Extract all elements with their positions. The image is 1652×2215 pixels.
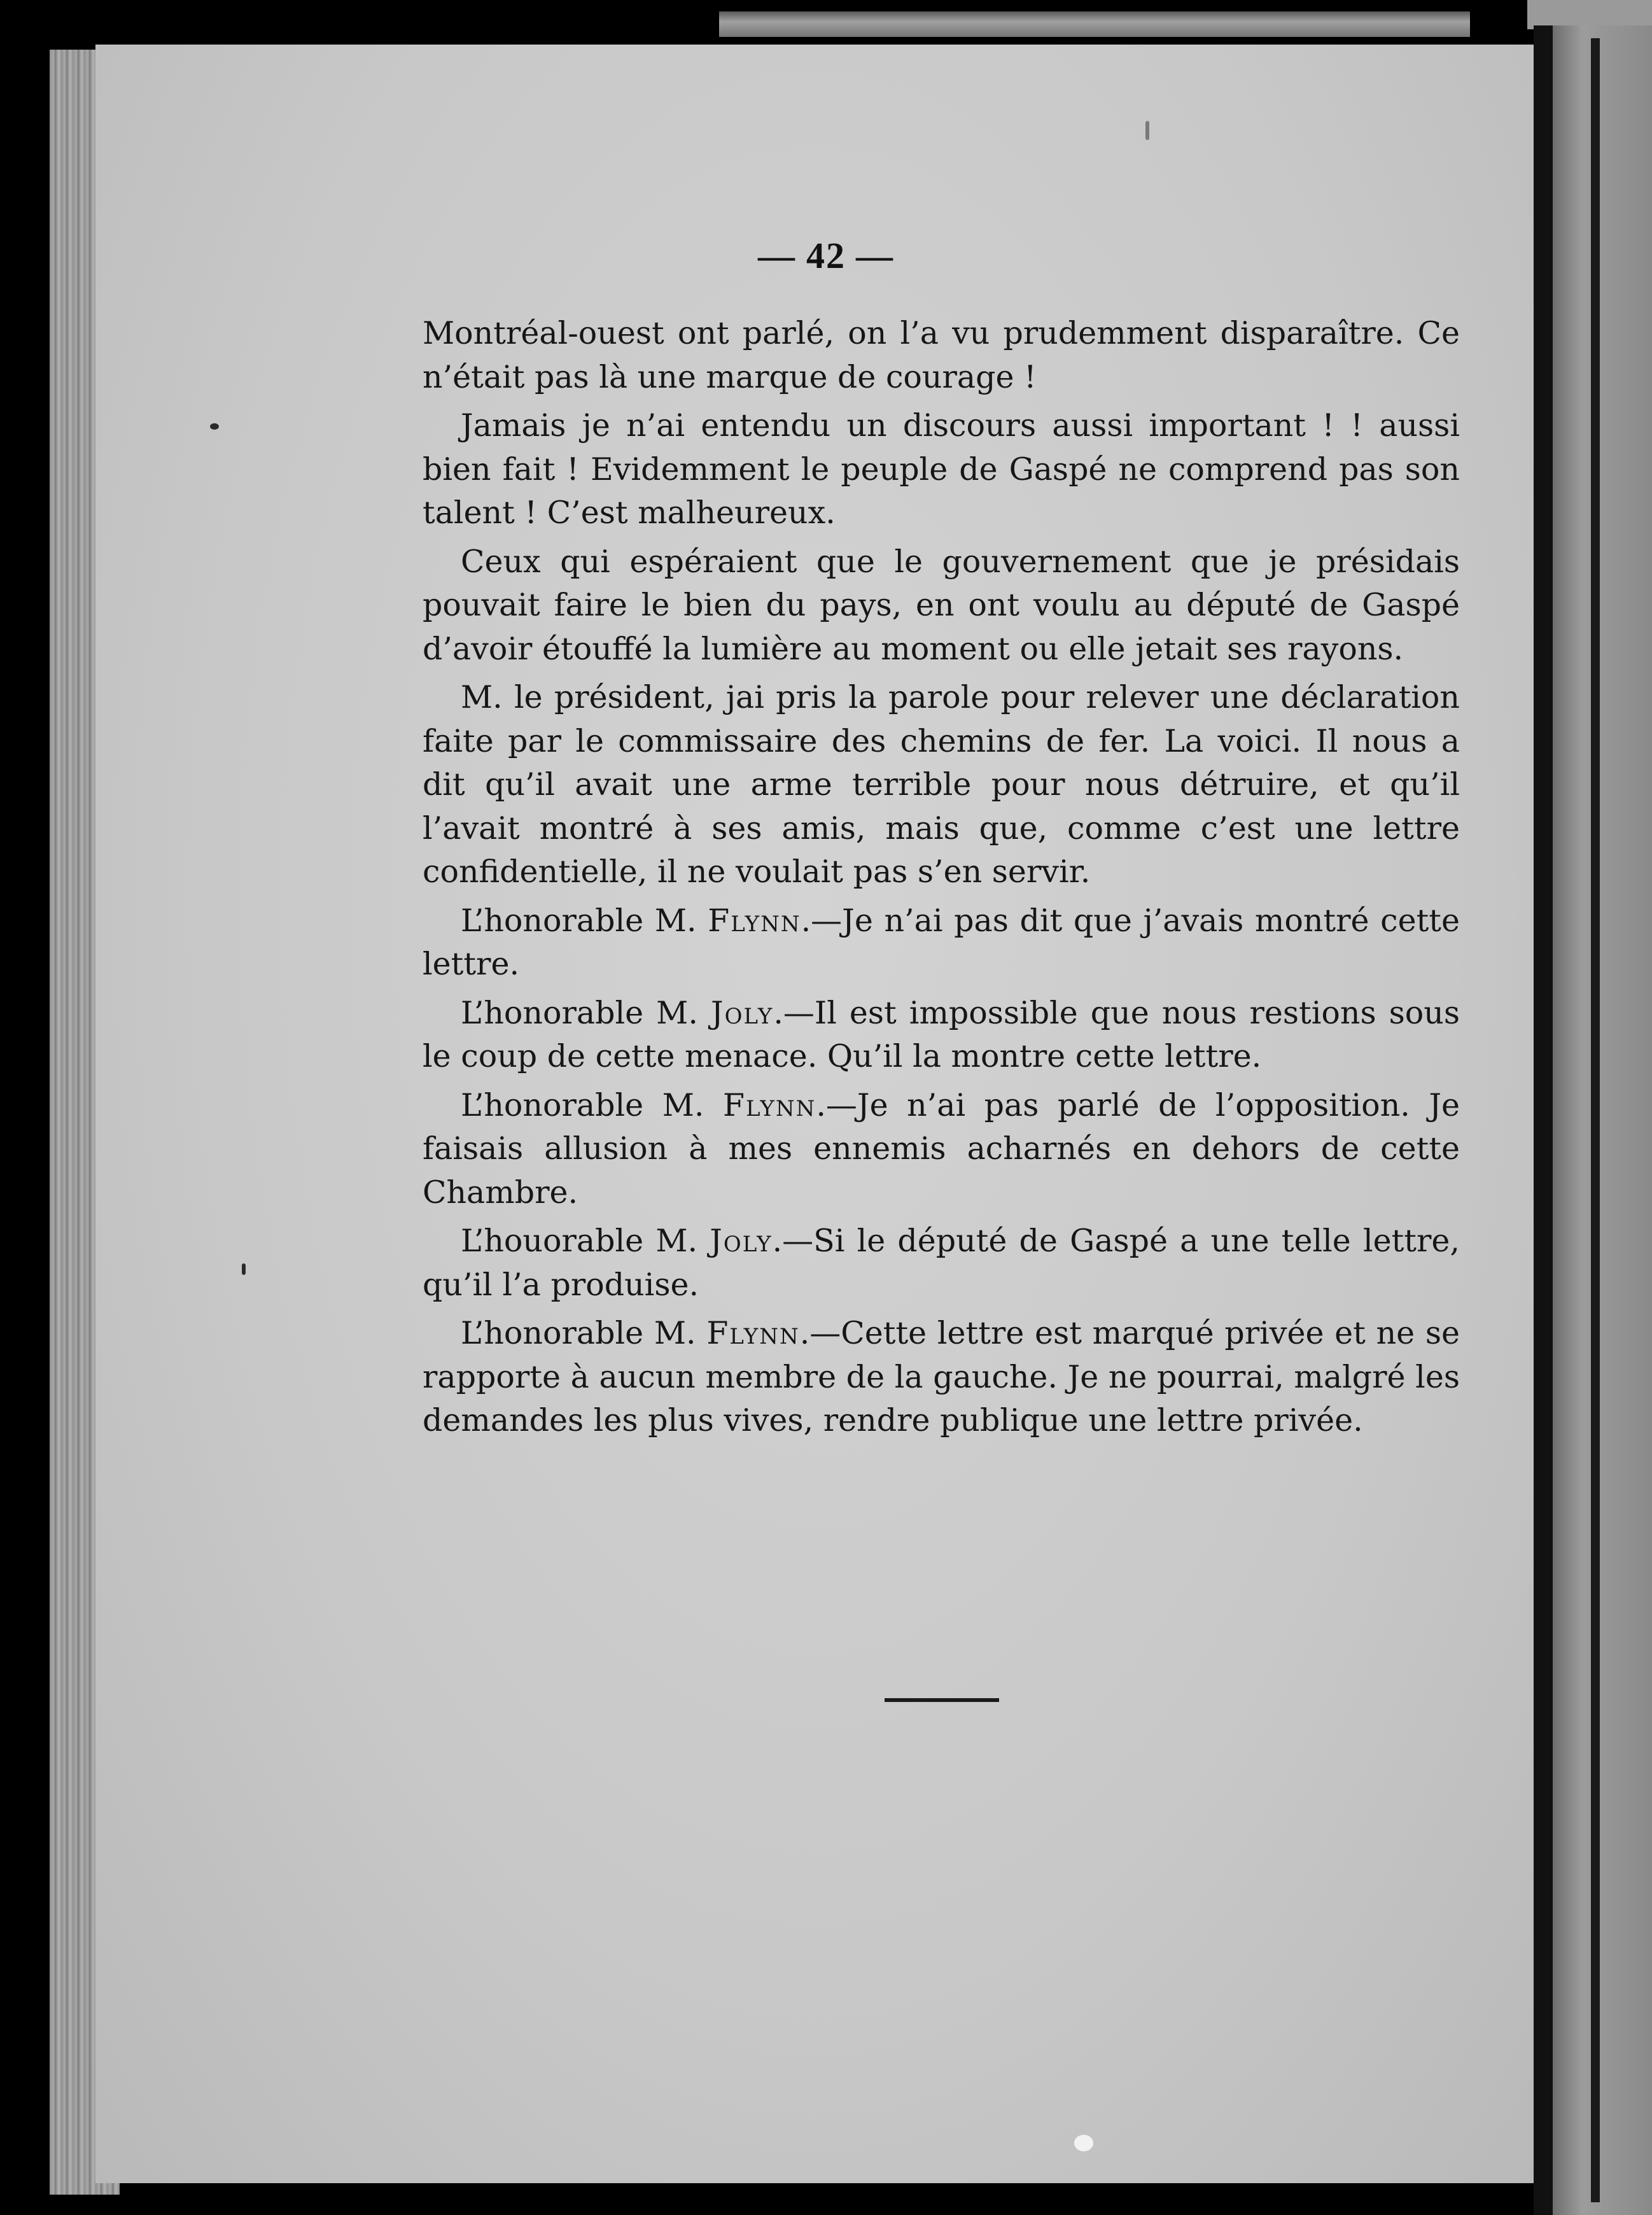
speaker-name: Joly	[710, 994, 774, 1031]
speech-text: .—Il est impossible que nous restions sous le coup de cette menace. Qu’il la montre cette lettre.	[423, 994, 1460, 1074]
page-number-heading	[0, 234, 1652, 277]
paper-speck	[1074, 2135, 1093, 2151]
speaker-prefix: L’honorable M.	[461, 1315, 707, 1351]
paragraph: Jamais je n’ai entendu un discours aussi important ! ! aussi bien fait ! Evidemment le peuple de Gaspé ne comprend pas son talent ! C’est malheureux.	[423, 407, 1460, 531]
speaker-name: Flynn	[706, 1315, 800, 1351]
speaker-prefix: L’houorable M.	[461, 1223, 710, 1259]
speaker-name: Flynn	[722, 1086, 816, 1123]
paper-speck	[242, 1263, 246, 1275]
page-number: 42	[806, 235, 846, 276]
speaker-name: Joly	[710, 1223, 773, 1259]
exchange-paragraph	[423, 1084, 1460, 1215]
paragraph: Ceux qui espéraient que le gouvernement que je présidais pouvait faire le bien du pays, en ont voulu au député de Gaspé d’avoir étouffé la lumière au moment ou elle jetait ses rayons.	[423, 543, 1460, 667]
speech-text: .—Cette lettre est marqué privée et ne se rapporte à aucun membre de la gauche. Je ne pourrai, malgré les demandes les plus vives, rendre publique une lettre privée.	[423, 1315, 1460, 1438]
book-gutter	[1534, 25, 1553, 2215]
end-rule	[885, 1698, 999, 1702]
speaker-prefix: L’honorable M.	[461, 1086, 723, 1123]
page-number-dash-left: —	[758, 235, 796, 276]
exchange-paragraph	[423, 1312, 1460, 1443]
top-page-edge	[719, 11, 1470, 37]
body-text	[423, 312, 1460, 1448]
speaker-prefix: L’honorable M.	[461, 902, 708, 939]
paper-speck	[1145, 121, 1149, 140]
speaker-prefix: L’honorable M.	[461, 994, 711, 1031]
speech-text: .—Si le député de Gaspé a une telle lettre, qu’il l’a produise.	[423, 1223, 1460, 1303]
paragraph: Montréal-ouest ont parlé, on l’a vu prudemment disparaître. Ce n’était pas là une marque de courage !	[423, 315, 1460, 395]
facing-page-edge	[1553, 25, 1652, 2215]
paragraph: M. le président, jai pris la parole pour relever une déclaration faite par le commissaire des chemins de fer. La voici. Il nous a dit qu’il avait une arme terrible pour nous détruire, et qu’il l’avait montré à ses amis, mais que, comme c’est une lettre confidentielle, il ne voulait pas s’en servir.	[423, 679, 1460, 890]
speech-text: .—Je n’ai pas dit que j’avais montré cette lettre.	[423, 902, 1460, 982]
speech-text: .—Je n’ai pas parlé de l’opposition. Je faisais allusion à mes ennemis acharnés en dehors de cette Chambre.	[423, 1086, 1460, 1211]
speaker-name: Flynn	[708, 902, 801, 939]
exchange-paragraph	[423, 899, 1460, 987]
exchange-paragraph	[423, 992, 1460, 1079]
facing-page-shadow	[1591, 38, 1600, 2202]
exchange-paragraph	[423, 1220, 1460, 1307]
page-number-dash-right: —	[856, 235, 894, 276]
paper-speck	[210, 423, 219, 430]
